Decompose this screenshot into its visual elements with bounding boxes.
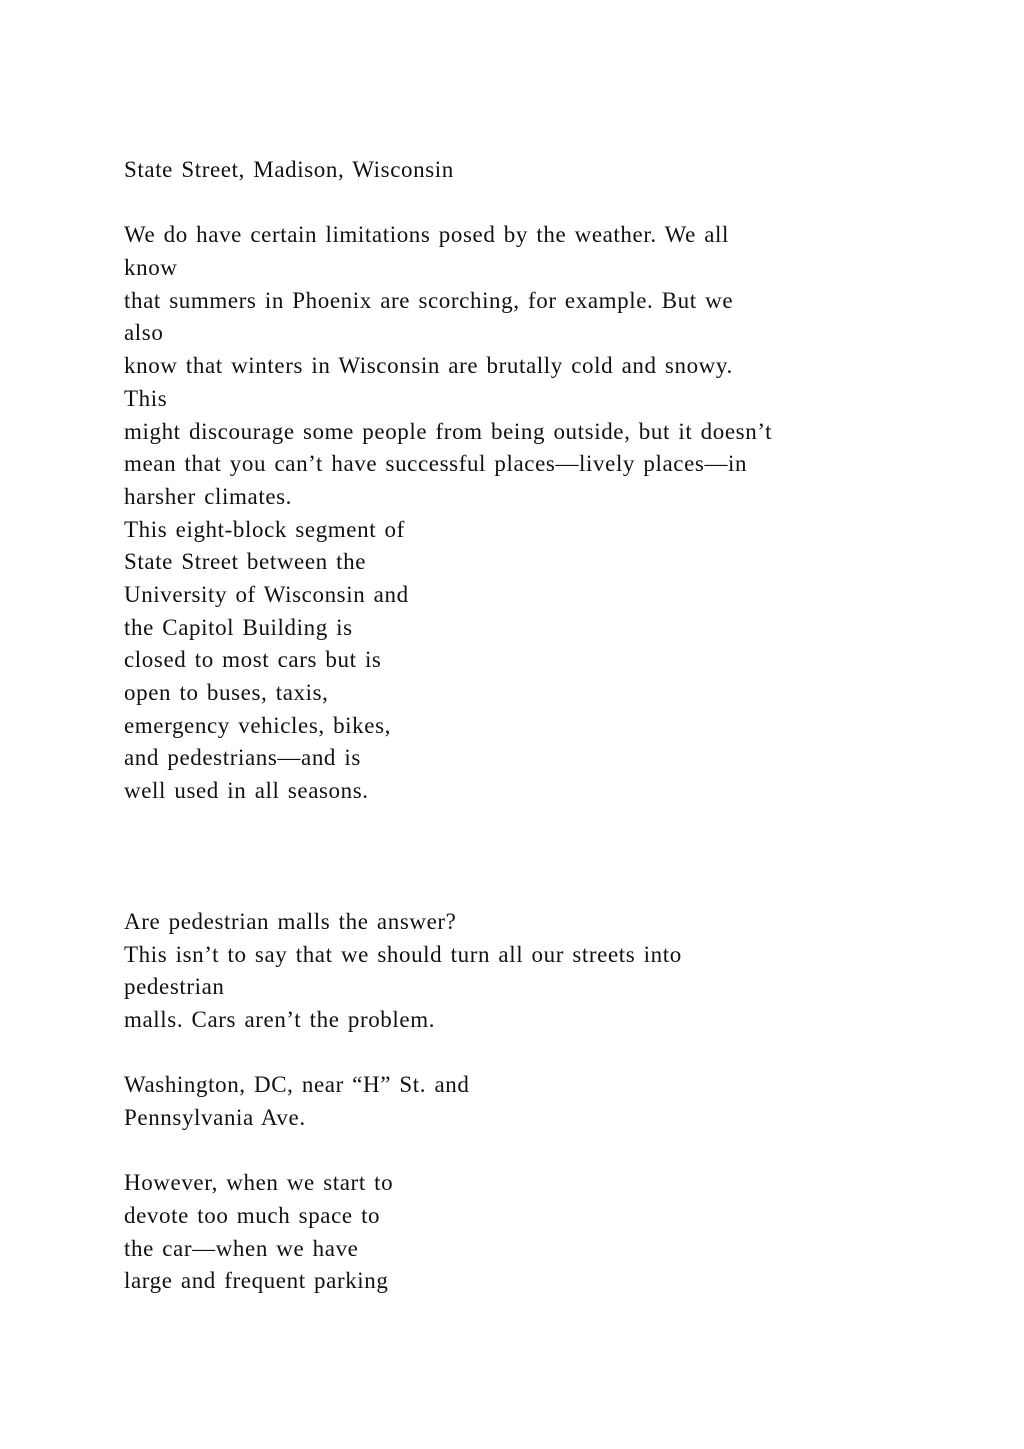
text-line: the car—when we have xyxy=(124,1235,359,1261)
text-line: harsher climates. xyxy=(124,483,293,509)
text-line: Are pedestrian malls the answer? xyxy=(124,908,457,934)
text-line: open to buses, taxis, xyxy=(124,680,329,705)
text-line: This xyxy=(124,385,168,411)
text-line: State Street between the xyxy=(124,549,367,575)
text-line: well used in all seasons. xyxy=(124,778,369,804)
blank-line xyxy=(124,187,984,220)
text-line: pedestrian xyxy=(124,974,225,1000)
text-line: State Street, Madison, Wisconsin xyxy=(124,157,454,182)
text-line: know xyxy=(124,255,178,281)
text-line: that summers in Phoenix are scorching, for example. But we xyxy=(124,287,734,313)
text-line: We do have certain limitations posed by the weather. We all xyxy=(124,222,730,248)
text-line: closed to most cars but is xyxy=(124,647,382,673)
text-line: might discourage some people from being outside, but it doesn’t xyxy=(124,418,773,444)
text-line: Pennsylvania Ave. xyxy=(124,1104,306,1130)
text-line: Washington, DC, near “H” St. and xyxy=(124,1072,470,1098)
blank-line xyxy=(124,1037,984,1070)
text-line: University of Wisconsin and xyxy=(124,581,409,607)
text-line: and pedestrians—and is xyxy=(124,745,361,771)
text-line: However, when we start to xyxy=(124,1170,394,1196)
blank-line xyxy=(124,808,984,841)
text-line: malls. Cars aren’t the problem. xyxy=(124,1006,436,1032)
blank-line xyxy=(124,840,984,873)
text-line: the Capitol Building is xyxy=(124,614,353,640)
document-body xyxy=(124,154,984,1298)
text-line: also xyxy=(124,320,164,346)
text-line: This isn’t to say that we should turn all our streets into xyxy=(124,941,682,967)
text-line: large and frequent parking xyxy=(124,1268,389,1294)
text-line: This eight-block segment of xyxy=(124,516,405,542)
text-line: know that winters in Wisconsin are brutally cold and snowy. xyxy=(124,353,733,379)
text-line: mean that you can’t have successful places—lively places—in xyxy=(124,451,748,477)
text-line: devote too much space to xyxy=(124,1203,381,1228)
blank-line xyxy=(124,873,984,906)
blank-line xyxy=(124,1135,984,1168)
text-line: emergency vehicles, bikes, xyxy=(124,712,391,738)
